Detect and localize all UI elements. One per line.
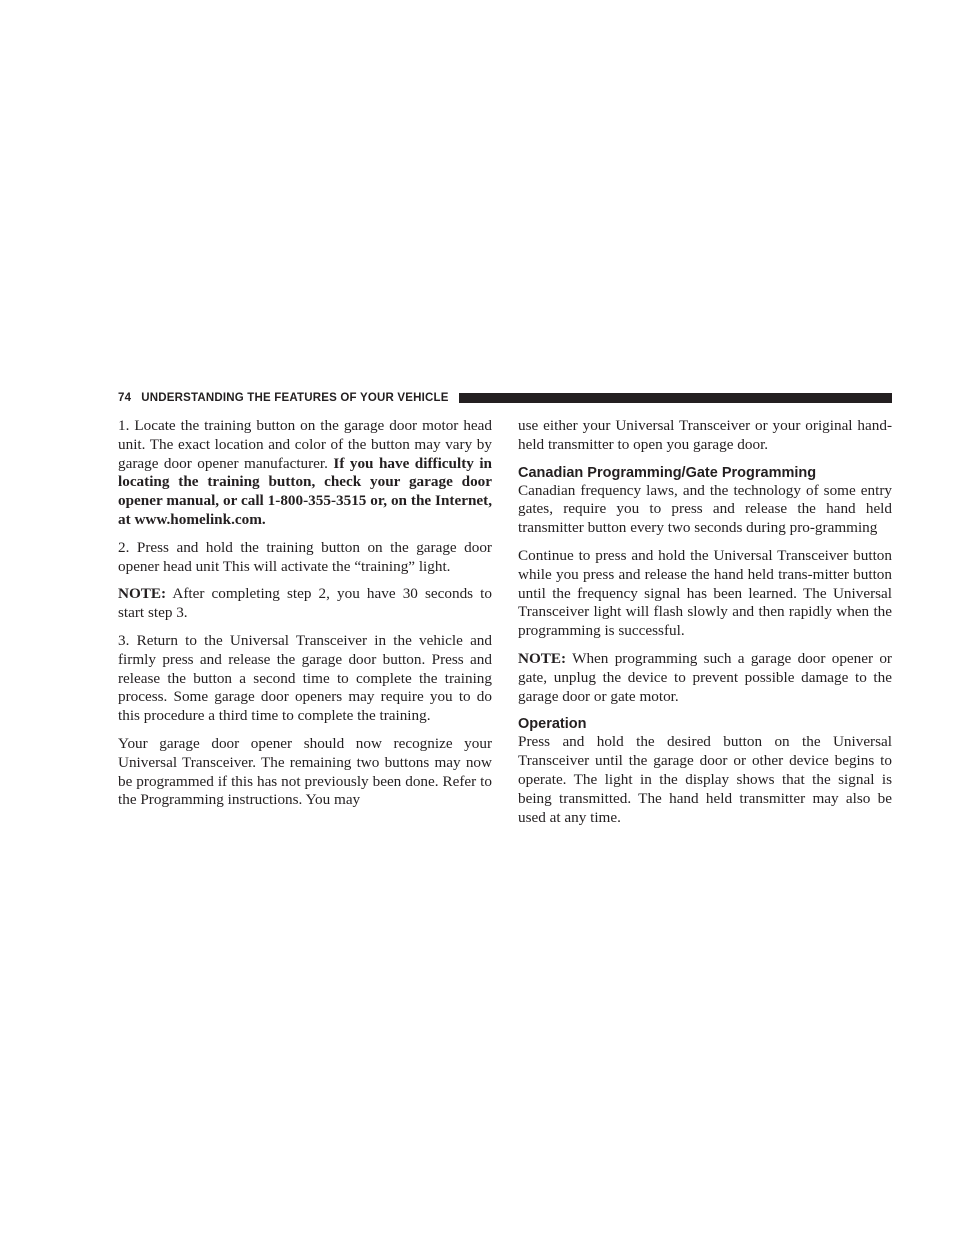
operation-heading: Operation bbox=[518, 716, 587, 733]
note-label: NOTE: bbox=[118, 585, 167, 603]
note-text-right: When programming such a garage door opener or gate, unplug the device to prevent possible damage to the garage door or gate motor. bbox=[518, 649, 892, 705]
left-column bbox=[118, 417, 492, 819]
continued-paragraph: use either your Universal Transceiver or your original hand-held transmitter to open you garage door. bbox=[518, 417, 892, 453]
section-title: UNDERSTANDING THE FEATURES OF YOUR VEHICLE bbox=[141, 392, 449, 404]
recognize-paragraph: Your garage door opener should now recognize your Universal Transceiver. The remaining two buttons may now be programmed if this has not previously been done. Refer to the Programming instructions. You may bbox=[118, 734, 492, 809]
step-1-bold-text: If you have difficulty in locating the training button, check your garage door opener manual, or call 1-800-355-3515 or, on the Internet, at www.homelink.com. bbox=[118, 454, 492, 528]
step-1-text: 1. Locate the training button on the garage door motor head unit. The exact location and color of the button may vary by garage door opener manufacturer. bbox=[118, 417, 492, 472]
header-rule bbox=[459, 393, 892, 403]
step-2-paragraph: 2. Press and hold the training button on the garage door opener head unit This will activate the “training” light. bbox=[118, 538, 492, 575]
note-paragraph-right bbox=[518, 650, 892, 706]
page-header bbox=[118, 390, 892, 406]
step-1-paragraph bbox=[118, 417, 492, 530]
step-3-paragraph: 3. Return to the Universal Transceiver in the vehicle and firmly press and release the garage door button. Press and release the button a second time to complete the training process. Some garage door openers may require you to do this procedure a third time to complete the training. bbox=[118, 631, 492, 725]
right-column bbox=[518, 417, 892, 836]
canadian-programming-heading: Canadian Programming/Gate Programming bbox=[518, 464, 817, 481]
operation-paragraph: Press and hold the desired button on the Universal Transceiver until the garage door or other device begins to operate. The light in the display shows that the signal is being transmitted. The hand held transmitter may also be used at any time. bbox=[518, 733, 892, 826]
note-paragraph bbox=[118, 585, 492, 623]
page-number: 74 bbox=[118, 392, 132, 404]
canadian-paragraph: Canadian frequency laws, and the technology of some entry gates, require you to press and release the hand held transmitter button every two seconds during pro-gramming bbox=[518, 481, 892, 537]
continue-paragraph: Continue to press and hold the Universal Transceiver button while you press and release the hand held trans-mitter button until the frequency signal has been learned. The Universal Transceiver light will flash slowly and then rapidly when the programming is successful. bbox=[518, 546, 892, 640]
note-text: After completing step 2, you have 30 seconds to start step 3. bbox=[118, 585, 492, 622]
note-label-right: NOTE: bbox=[518, 649, 567, 667]
